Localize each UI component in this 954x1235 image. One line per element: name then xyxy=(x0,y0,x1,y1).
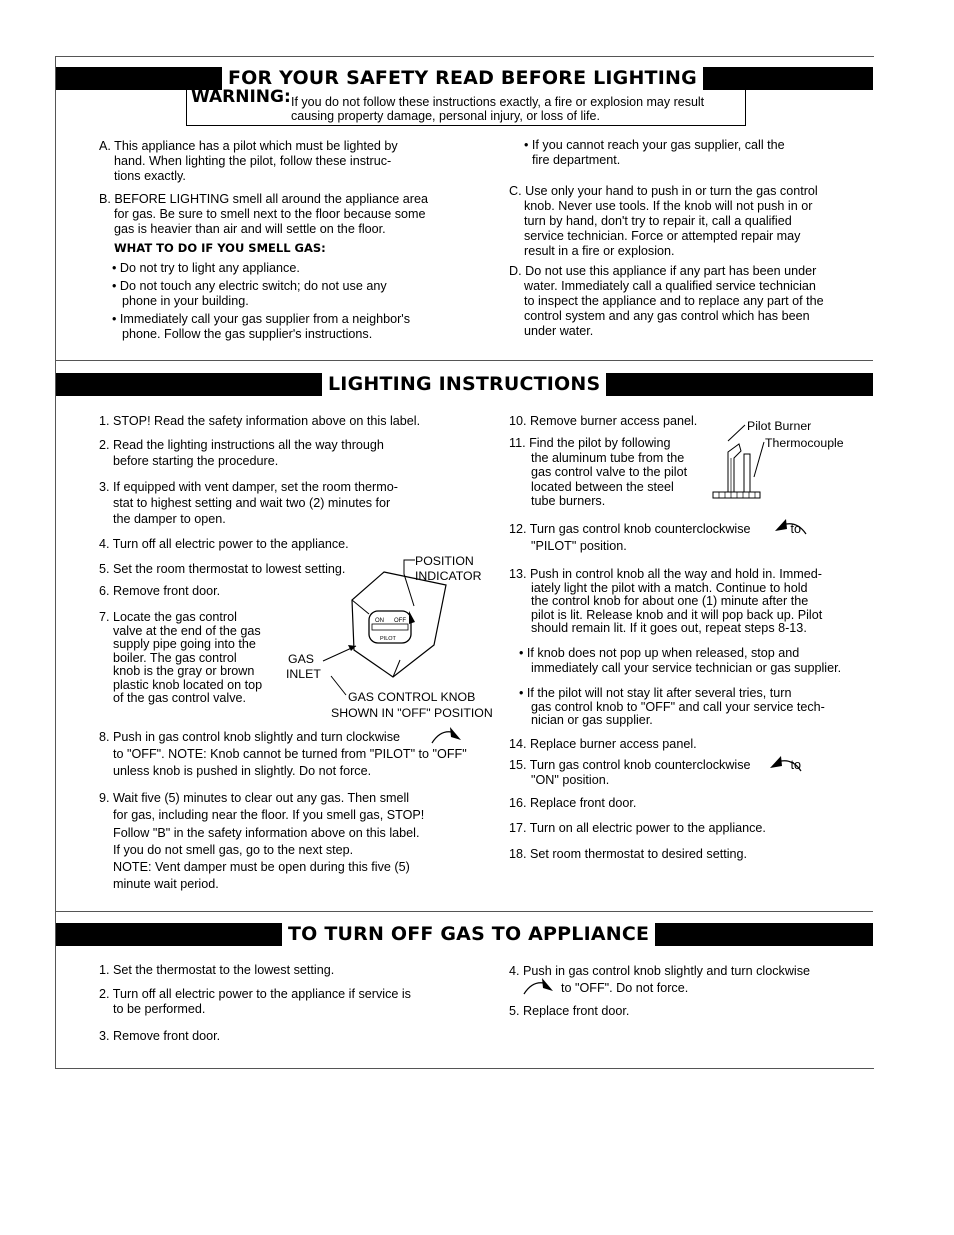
lighting-step: 5. Set the room thermostat to lowest setting. xyxy=(99,562,346,576)
smell-gas-heading: WHAT TO DO IF YOU SMELL GAS: xyxy=(114,241,326,255)
lighting-step: 1. STOP! Read the safety information above on this label. xyxy=(99,414,421,428)
lighting-step: 14. Replace burner access panel. xyxy=(509,737,697,751)
counterclockwise-arrow-icon xyxy=(767,755,803,773)
safety-bullet: • If you cannot reach your gas supplier, call the fire department. xyxy=(524,138,785,167)
lighting-step: 8. Push in gas control knob slightly and turn clockwise to "OFF". NOTE: Knob cannot be turned from "PILOT" to "OFF" unless knob is pushed in slightly. Do not force. xyxy=(99,730,467,778)
lighting-step: 13. Push in control knob all the way and hold in. Immed- iately light the pilot with a match. Continue to hold the control knob for about one (1) minute after the pilot is lit. Release knob and it will pop back up. Pilot should remain lit. If it goes out, repeat steps 8-13. xyxy=(509,567,823,635)
turnoff-title-bar xyxy=(56,923,873,946)
thermocouple-label: Thermocouple xyxy=(765,436,844,450)
turnoff-step: 4. Push in gas control knob slightly and turn clockwise to "OFF". Do not force. xyxy=(509,964,811,995)
knob-off-text: OFF xyxy=(394,618,406,624)
safety-item-a: A. This appliance has a pilot which must be lighted by hand. When lighting the pilot, follow these instruc- tions exactly. xyxy=(99,139,398,183)
safety-bullet: • Immediately call your gas supplier from a neighbor's phone. Follow the gas supplier's instructions. xyxy=(112,312,411,341)
lighting-step: 7. Locate the gas control valve at the end of the gas supply pipe going into the boiler. The gas control knob is the gray or brown plastic knob located on top of the gas control valve. xyxy=(99,610,263,705)
warning-label: WARNING: xyxy=(191,87,291,107)
safety-item-c: C. Use only your hand to push in or turn the gas control knob. Never use tools. If the knob will not push in or turn by hand, don't try to repair it, call a qualified service technician. Force or attempted repair may result in a fire or explosion. xyxy=(509,184,818,258)
safety-bullet: • Do not try to light any appliance. xyxy=(112,261,300,275)
warning-text: If you do not follow these instructions exactly, a fire or explosion may result xyxy=(291,95,705,109)
lighting-step: 11. Find the pilot by following the aluminum tube from the gas control valve to the pilot located between the steel tube burners. xyxy=(509,436,688,508)
turnoff-step: 3. Remove front door. xyxy=(99,1029,221,1043)
pilot-burner-label: Pilot Burner xyxy=(747,419,812,433)
lighting-bullet: • If knob does not pop up when released, stop and immediately call your service technician or gas supplier. xyxy=(519,646,842,675)
knob-on-text: ON xyxy=(375,618,384,624)
clockwise-arrow-icon xyxy=(522,977,558,997)
lighting-step: 9. Wait five (5) minutes to clear out any gas. Then smell for gas, including near the floor. If you smell gas, STOP! Follow "B" in the safety information above on this label. If you do not smell gas, go to the next step. NOTE: Vent damper must be open during this five (5) minute wait period. xyxy=(99,791,425,892)
lighting-title: LIGHTING INSTRUCTIONS xyxy=(322,371,606,398)
warning-text: causing property damage, personal injury, or loss of life. xyxy=(291,109,600,123)
lighting-bullet: • If the pilot will not stay lit after several tries, turn gas control knob to "OFF" and call your service tech- nician or gas supplier. xyxy=(519,686,825,727)
lighting-step: 10. Remove burner access panel. xyxy=(509,414,698,428)
turnoff-step: 2. Turn off all electric power to the appliance if service is to be performed. xyxy=(99,987,411,1016)
lighting-step: 4. Turn off all electric power to the appliance. xyxy=(99,537,349,551)
lighting-step: 17. Turn on all electric power to the appliance. xyxy=(509,821,766,835)
lighting-step: 18. Set room thermostat to desired setting. xyxy=(509,847,748,861)
lighting-step: 3. If equipped with vent damper, set the room thermo- stat to highest setting and wait two (2) minutes for the damper to open. xyxy=(99,480,398,526)
gas-inlet-label: GAS INLET xyxy=(286,652,321,681)
knob-pilot-text: PILOT xyxy=(380,636,396,642)
safety-item-d: D. Do not use this appliance if any part has been under water. Immediately call a qualified service technician to inspect the appliance and to replace any part of the control system and any gas control which has been under water. xyxy=(509,264,824,338)
lighting-step: 16. Replace front door. xyxy=(509,796,637,810)
position-indicator-label: POSITION INDICATOR xyxy=(415,554,482,583)
safety-title: FOR YOUR SAFETY READ BEFORE LIGHTING xyxy=(222,65,703,92)
turnoff-step: 5. Replace front door. xyxy=(509,1004,630,1018)
counterclockwise-arrow-icon xyxy=(772,518,808,536)
lighting-step: 2. Read the lighting instructions all the way through before starting the procedure. xyxy=(99,438,384,468)
lighting-step: 6. Remove front door. xyxy=(99,584,221,598)
lighting-step: 12. Turn gas control knob counterclockwise to "PILOT" position. xyxy=(509,522,802,553)
lighting-step: 15. Turn gas control knob counterclockwise to "ON" position. xyxy=(509,758,802,787)
safety-bullet: • Do not touch any electric switch; do not use any phone in your building. xyxy=(112,279,387,308)
turnoff-title: TO TURN OFF GAS TO APPLIANCE xyxy=(282,921,655,948)
safety-item-b: B. BEFORE LIGHTING smell all around the appliance area for gas. Be sure to smell next to the floor because some gas is heavier than air and will settle on the floor. xyxy=(99,192,428,236)
turnoff-step: 1. Set the thermostat to the lowest setting. xyxy=(99,963,335,977)
knob-off-label: GAS CONTROL KNOB SHOWN IN "OFF" POSITION xyxy=(331,690,493,720)
